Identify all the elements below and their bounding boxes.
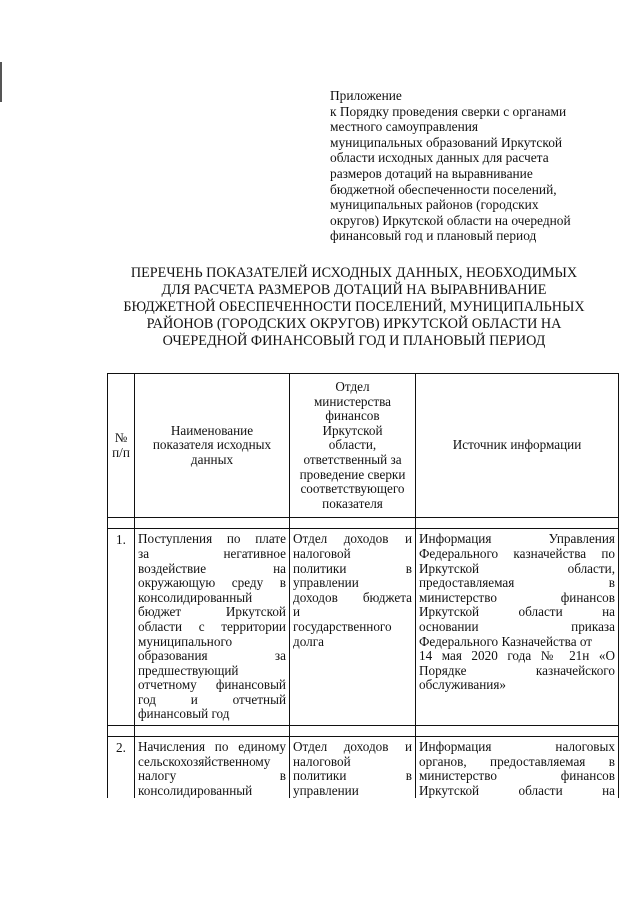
header-text: министерства [313, 393, 392, 409]
cell-line: Федерального казначейства по [419, 545, 615, 561]
cell-line: за негативное [138, 545, 286, 561]
cell-line: сельскохозяйственному [138, 753, 271, 769]
appendix-line: округов) Иркутской области на очередной [330, 212, 571, 228]
table-row [108, 737, 619, 799]
header-text: соответствующего [300, 481, 405, 497]
cell-line: государственного [293, 618, 392, 634]
cell-line: политики в [293, 560, 412, 576]
title-line: ПЕРЕЧЕНЬ ПОКАЗАТЕЛЕЙ ИСХОДНЫХ ДАННЫХ, НЕОБХОДИМЫХ [130, 265, 578, 281]
cell-line: министерство финансов [419, 589, 615, 605]
department-cell [290, 737, 416, 799]
cell-line: Иркутской области, [419, 560, 615, 576]
header-text: Отдел [335, 379, 370, 394]
cell-line: окружающую среду в [138, 575, 286, 591]
appendix-line: бюджетной обеспеченности поселений, [330, 181, 557, 197]
scan-edge-mark [0, 62, 2, 102]
cell-line: Информация налоговых [419, 739, 615, 755]
cell-line: налогу в [138, 768, 286, 784]
cell-line: Отдел доходов и [293, 739, 412, 755]
cell-line: обслуживания» [419, 677, 507, 693]
appendix-line: области исходных данных для расчета [330, 150, 549, 166]
appendix-line: размеров дотаций на выравнивание [330, 165, 533, 181]
cell-line: 14 мая 2020 года № 21н «О [419, 648, 615, 664]
cell-line: консолидированный [138, 589, 253, 605]
table-spacer-row [108, 518, 619, 529]
header-indicator-name [135, 374, 290, 518]
document-title [80, 265, 628, 350]
header-text: показателя исходных [152, 437, 272, 453]
cell-line: органов, предоставляемая в [419, 753, 615, 769]
title-line: БЮДЖЕТНОЙ ОБЕСПЕЧЕННОСТИ ПОСЕЛЕНИЙ, МУНИЦИПАЛЬНЫХ [123, 299, 585, 315]
source-cell [416, 529, 619, 726]
header-number [108, 374, 135, 518]
cell-line: Информация Управления [419, 531, 615, 547]
cell-line: управлении [293, 782, 359, 798]
cell-line: долга [293, 633, 324, 649]
cell-line: политики в [293, 768, 412, 784]
cell-line: отчетному финансовый [138, 677, 286, 693]
cell-line: налоговой [293, 753, 351, 769]
cell-line: предоставляемая в [419, 575, 615, 591]
header-text: Источник информации [452, 437, 582, 453]
appendix-note [330, 88, 622, 244]
cell-line: основании приказа [419, 618, 615, 634]
cell-line: Начисления по единому [138, 739, 286, 755]
appendix-line: финансовый год и плановый период [330, 228, 537, 244]
cell-line: Порядке казначейского [419, 662, 615, 678]
header-text: № [114, 430, 128, 446]
header-text: финансов [325, 408, 380, 424]
cell-line: Иркутской области на [419, 604, 615, 620]
header-text: области, [328, 437, 377, 453]
title-line: ДЛЯ РАСЧЕТА РАЗМЕРОВ ДОТАЦИЙ НА ВЫРАВНИВАНИЕ [161, 282, 547, 298]
appendix-line: муниципальных образований Иркутской [330, 134, 563, 150]
appendix-line: муниципальных районов (городских [330, 197, 539, 213]
cell-line: области с территории [138, 618, 286, 634]
cell-line: Иркутской области на [419, 782, 615, 798]
header-department [290, 374, 416, 518]
cell-line: консолидированный [138, 782, 253, 798]
cell-line: финансовый год [138, 706, 230, 722]
indicator-name-cell [135, 529, 290, 726]
cell-line: управлении [293, 575, 359, 591]
header-text: проведение сверки [299, 466, 406, 482]
indicators-table [107, 373, 619, 798]
appendix-line: местного самоуправления [330, 119, 479, 135]
cell-line: муниципального [138, 633, 233, 649]
header-text: ответственный за [303, 451, 402, 467]
cell-line: предшествующий [138, 662, 239, 678]
header-text: показателя [322, 495, 383, 511]
cell-line: воздействие на [138, 560, 286, 576]
row-number: 1. [108, 529, 135, 726]
source-cell [416, 737, 619, 799]
cell-line: Поступления по плате [138, 531, 286, 547]
cell-line: доходов бюджета [293, 589, 412, 605]
title-line: ОЧЕРЕДНОЙ ФИНАНСОВЫЙ ГОД И ПЛАНОВЫЙ ПЕРИОД [162, 333, 546, 349]
cell-line: образования за [138, 648, 286, 664]
table-spacer-row [108, 726, 619, 737]
cell-line: бюджет Иркутской [138, 604, 286, 620]
header-text: Наименование [170, 422, 254, 438]
indicator-name-cell [135, 737, 290, 799]
table-header-row [108, 374, 619, 518]
row-number: 2. [108, 737, 135, 799]
cell-line: налоговой [293, 545, 351, 561]
department-cell [290, 529, 416, 726]
title-line: РАЙОНОВ (ГОРОДСКИХ ОКРУГОВ) ИРКУТСКОЙ ОБЛАСТИ НА [146, 316, 562, 332]
header-text: данных [190, 451, 234, 467]
cell-line: год и отчетный [138, 691, 286, 707]
header-text: Иркутской [322, 422, 383, 438]
cell-line: Отдел доходов и [293, 531, 412, 547]
table-row [108, 529, 619, 726]
appendix-line: Приложение [330, 88, 402, 103]
header-text: п/п [112, 444, 130, 460]
appendix-line: к Порядку проведения сверки с органами [330, 103, 567, 119]
cell-line: и [293, 604, 301, 620]
header-source [416, 374, 619, 518]
cell-line: Федерального Казначейства от [419, 633, 593, 649]
cell-line: министерство финансов [419, 768, 615, 784]
